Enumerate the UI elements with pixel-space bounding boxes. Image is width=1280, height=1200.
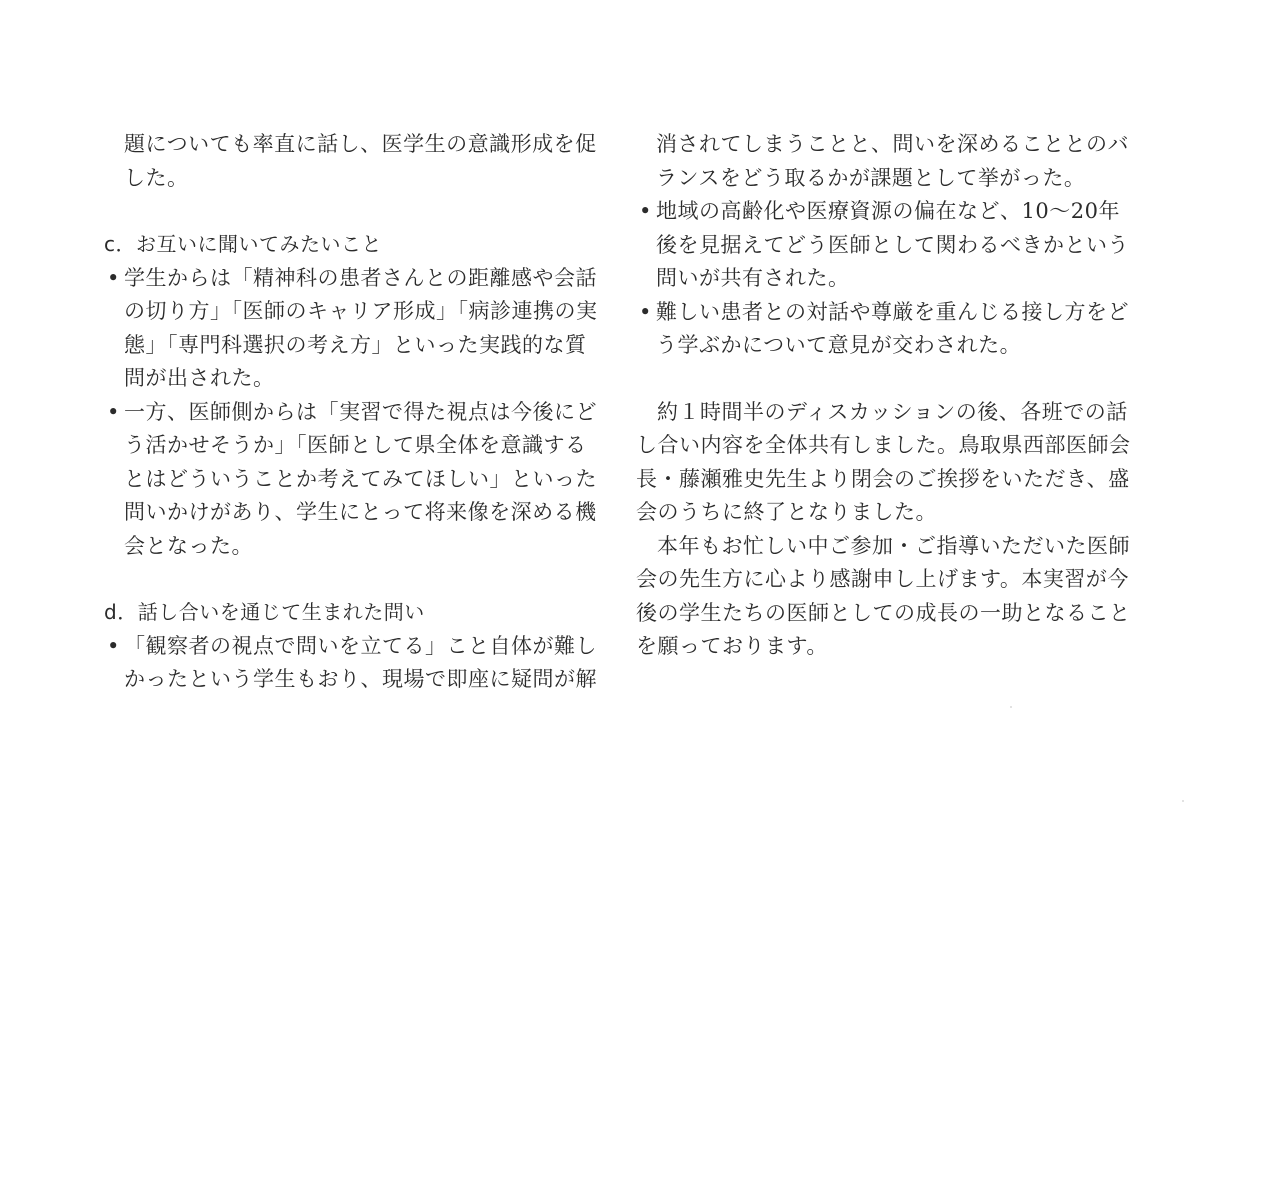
section-c bbox=[104, 228, 604, 563]
text-line: 学生からは「精神科の患者さんとの距離感や会話 bbox=[124, 265, 597, 290]
list-item bbox=[636, 195, 1136, 296]
text-line: う活かせそうか」「医師として県全体を意識する bbox=[124, 433, 587, 457]
bullet-icon: • bbox=[107, 633, 120, 658]
left-column bbox=[104, 128, 604, 697]
list-item bbox=[636, 296, 1136, 363]
scan-speck bbox=[1010, 706, 1012, 708]
bullet-icon: • bbox=[107, 265, 120, 290]
text-line: う学ぶかについて意見が交わされた。 bbox=[656, 333, 1022, 357]
closing-paragraph bbox=[636, 396, 1136, 530]
section-d bbox=[104, 596, 604, 697]
text-line: 会のうちに終了となりました。 bbox=[636, 500, 937, 524]
section-d-heading: d．話し合いを通じて生まれた問い bbox=[104, 600, 425, 624]
scan-speck bbox=[1182, 800, 1184, 802]
text-line: 態」「専門科選択の考え方」といった実践的な質 bbox=[124, 332, 587, 357]
list-item bbox=[104, 396, 604, 564]
text-line: を願っております。 bbox=[636, 634, 828, 658]
text-line: し合い内容を全体共有しました。鳥取県西部医師会 bbox=[636, 433, 1131, 457]
text-line: とはどういうことか考えてみてほしい」といった bbox=[124, 466, 597, 491]
text-line: 地域の高齢化や医療資源の偏在など、10〜20年 bbox=[656, 199, 1120, 223]
intro-continuation bbox=[104, 128, 604, 195]
bullet-continuation bbox=[636, 128, 1136, 195]
thanks-paragraph bbox=[636, 530, 1136, 664]
text-line: 一方、医師側からは「実習で得た視点は今後にど bbox=[124, 399, 597, 424]
text-line: ランスをどう取るかが課題として挙がった。 bbox=[656, 165, 1086, 190]
text-line: 本年もお忙しい中ご参加・ご指導いただいた医師 bbox=[657, 533, 1130, 558]
text-line: 会となった。 bbox=[124, 533, 253, 558]
text-line: 後を見据えてどう医師として関わるべきかという bbox=[656, 232, 1129, 257]
text-line: 題についても率直に話し、医学生の意識形成を促 bbox=[124, 132, 597, 156]
text-line: 問が出された。 bbox=[124, 366, 275, 390]
bullet-icon: • bbox=[639, 199, 652, 223]
list-item bbox=[104, 262, 604, 396]
bullet-icon: • bbox=[107, 399, 120, 424]
section-c-heading: c．お互いに聞いてみたいこと bbox=[104, 232, 382, 256]
text-line: した。 bbox=[124, 165, 189, 190]
right-column bbox=[636, 128, 1136, 664]
bullet-icon: • bbox=[639, 299, 652, 324]
text-line: 会の先生方に心より感謝申し上げます。本実習が今 bbox=[636, 567, 1129, 591]
text-line: 長・藤瀬雅史先生より閉会のご挨拶をいただき、盛 bbox=[636, 466, 1130, 491]
text-line: 問いが共有された。 bbox=[656, 266, 850, 290]
text-line: 消されてしまうことと、問いを深めることとのバ bbox=[656, 132, 1129, 156]
text-line: 「観察者の視点で問いを立てる」こと自体が難し bbox=[124, 633, 597, 658]
text-line: 後の学生たちの医師としての成長の一助となること bbox=[636, 600, 1131, 625]
text-line: 難しい患者との対話や尊厳を重んじる接し方をど bbox=[656, 299, 1129, 324]
list-item bbox=[104, 630, 604, 697]
text-line: 問いかけがあり、学生にとって将来像を深める機 bbox=[124, 500, 597, 524]
text-line: かったという学生もおり、現場で即座に疑問が解 bbox=[124, 667, 597, 691]
text-line: 約１時間半のディスカッションの後、各班での話 bbox=[657, 399, 1128, 424]
text-line: の切り方」「医師のキャリア形成」「病診連携の実 bbox=[124, 299, 598, 323]
